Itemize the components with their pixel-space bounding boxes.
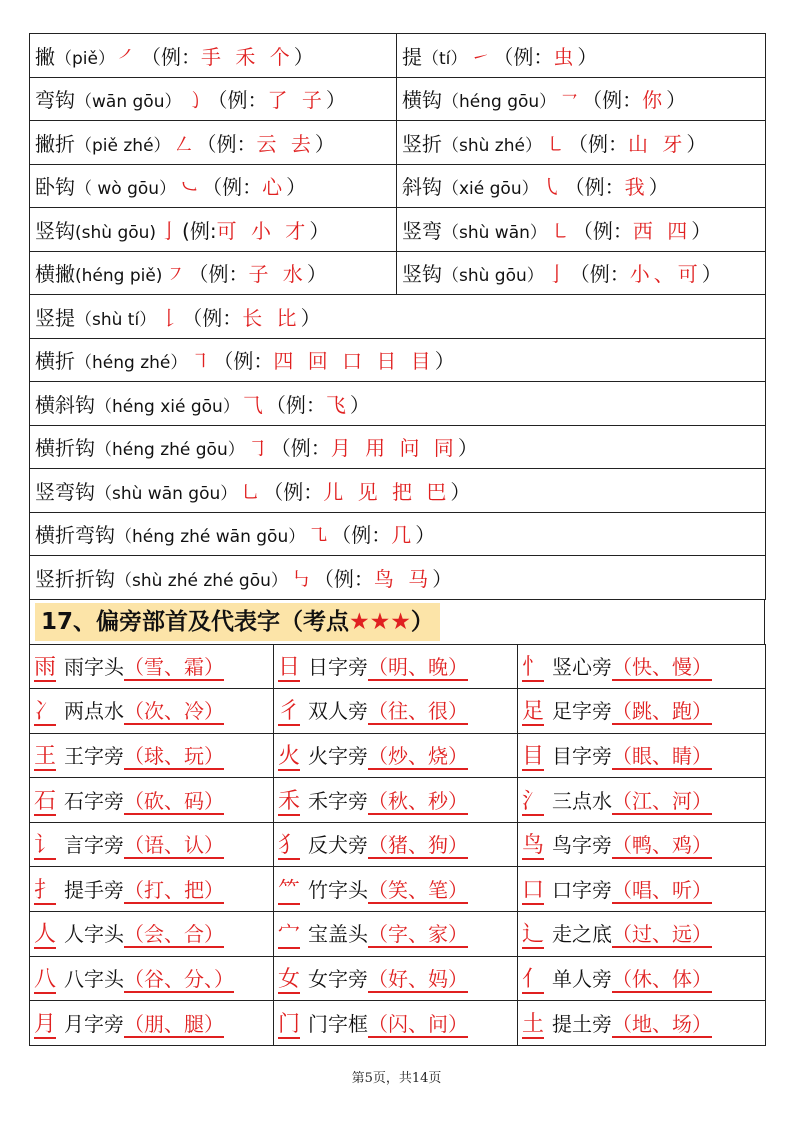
radical-examples: （鸭、鸡） (612, 833, 713, 858)
stroke-examples: 心 (262, 175, 287, 200)
radical-name: 月字旁 (64, 1011, 125, 1036)
stroke-cell (30, 251, 397, 295)
radical-examples: （雪、霜） (124, 654, 225, 679)
radical-cell (274, 956, 518, 1001)
radical-char: 日 (278, 654, 301, 680)
stroke-name: 撇折 (35, 131, 75, 156)
example-open: （例： (207, 88, 268, 113)
stroke-cell (397, 164, 766, 208)
radical-examples: （地、场） (612, 1011, 713, 1036)
stroke-shape-icon: ㇟ (240, 479, 261, 504)
radical-row (30, 867, 766, 912)
stroke-examples: 你 (642, 88, 667, 113)
stroke-row (30, 512, 766, 556)
radical-cell (518, 778, 766, 823)
example-open: （例： (188, 262, 249, 287)
stroke-examples: 四 回 口 日 目 (273, 349, 435, 374)
radical-cell (274, 912, 518, 957)
stroke-examples: 手 禾 个 (200, 44, 294, 69)
radical-name: 王字旁 (64, 743, 125, 768)
stroke-cell (30, 469, 766, 513)
radical-cell (30, 733, 274, 778)
radical-examples: （猪、狗） (368, 833, 469, 858)
radical-row (30, 956, 766, 1001)
example-open: （例： (564, 175, 625, 200)
radical-name: 宝盖头 (308, 922, 369, 947)
stroke-examples: 几 (391, 523, 416, 548)
radical-cell (518, 644, 766, 689)
radical-name: 火字旁 (308, 743, 369, 768)
radical-name: 提土旁 (552, 1011, 613, 1036)
radical-examples: （好、妈） (368, 966, 469, 991)
radical-char: 火 (278, 743, 301, 769)
stroke-shape-icon: ㇁ (184, 88, 205, 113)
radical-char: 王 (34, 743, 57, 769)
example-close: ） (325, 88, 346, 113)
radical-name: 禾字旁 (308, 788, 369, 813)
example-close: ） (286, 175, 307, 200)
stroke-name: 横撇 (35, 262, 75, 287)
stroke-shape-icon: 亅 (546, 262, 567, 287)
radical-name: 双人旁 (308, 699, 369, 724)
stroke-cell (30, 208, 397, 252)
radical-name: 人字头 (64, 922, 125, 947)
radical-cell (518, 733, 766, 778)
radical-cell (518, 822, 766, 867)
stroke-cell (397, 208, 766, 252)
stroke-pinyin: （wān gōu） (75, 92, 182, 113)
radical-examples: （会、合） (124, 922, 225, 947)
stroke-pinyin: （héng gōu） (442, 92, 557, 113)
radical-name: 言字旁 (64, 833, 125, 858)
stroke-pinyin: （héng zhé） (75, 353, 188, 374)
radical-cell (274, 644, 518, 689)
stroke-shape-icon: 亅 (159, 218, 180, 243)
radical-examples: （次、冷） (124, 699, 225, 724)
stroke-cell (397, 77, 766, 121)
radical-cell (30, 867, 274, 912)
stroke-examples: 月 用 问 同 (330, 436, 458, 461)
stroke-cell (30, 295, 766, 339)
radical-row (30, 778, 766, 823)
radical-char: 雨 (34, 654, 57, 680)
stroke-row (30, 338, 766, 382)
stroke-name: 横折钩 (35, 436, 95, 461)
stroke-pinyin: (shù gōu) (75, 222, 157, 243)
example-close: ） (686, 131, 707, 156)
radical-row (30, 644, 766, 689)
radical-char: 禾 (278, 788, 301, 814)
radical-name: 八字头 (64, 966, 125, 991)
example-close: ） (434, 349, 455, 374)
example-close: ） (300, 305, 321, 330)
radical-cell (30, 644, 274, 689)
stroke-name: 竖弯钩 (35, 479, 95, 504)
radical-cell (518, 1001, 766, 1046)
stroke-cell (30, 425, 766, 469)
radical-examples: （唱、听） (612, 877, 713, 902)
stroke-pinyin: （héng xié gōu） (95, 396, 240, 417)
stroke-examples: 可 小 才 (216, 218, 310, 243)
stroke-pinyin: （ wò gōu） (75, 179, 177, 200)
radical-examples: （跳、跑） (612, 699, 713, 724)
radical-cell (274, 778, 518, 823)
radical-examples: （江、河） (612, 788, 713, 813)
stroke-name: 竖折 (402, 131, 442, 156)
radical-examples: （砍、码） (124, 788, 225, 813)
stroke-examples: 小、可 (629, 262, 702, 287)
stroke-pinyin: （piě） (55, 48, 115, 69)
radical-char: 足 (522, 699, 545, 725)
stroke-examples: 虫 (553, 44, 578, 69)
stroke-pinyin: （shù wān） (442, 222, 547, 243)
radical-examples: （球、玩） (124, 743, 225, 768)
radical-name: 女字旁 (308, 966, 369, 991)
radical-cell (274, 733, 518, 778)
radical-char: 月 (34, 1011, 57, 1037)
example-open: （例： (331, 523, 392, 548)
stroke-name: 斜钩 (402, 175, 442, 200)
stroke-name: 横钩 (402, 88, 442, 113)
radicals-table (29, 644, 766, 1046)
example-close: ） (457, 436, 478, 461)
stroke-examples: 山 牙 (627, 131, 687, 156)
stroke-examples: 儿 见 把 巴 (323, 479, 451, 504)
radical-examples: （笑、笔） (368, 877, 469, 902)
radical-cell (274, 1001, 518, 1046)
radical-cell (30, 956, 274, 1001)
stroke-name: 横折 (35, 349, 75, 374)
radical-char: 宀 (278, 922, 301, 948)
radical-cell (518, 867, 766, 912)
stroke-shape-icon: 𠄌 (159, 305, 180, 330)
example-open: （例： (265, 392, 326, 417)
stroke-name: 横斜钩 (35, 392, 95, 417)
page-content (29, 33, 765, 1046)
stroke-row (30, 425, 766, 469)
example-close: ） (415, 523, 436, 548)
stroke-shape-icon: ㇇ (165, 262, 186, 287)
stroke-cell (30, 556, 766, 600)
example-open: （例： (313, 566, 374, 591)
radical-char: 扌 (34, 877, 57, 903)
radical-char: 门 (278, 1011, 301, 1037)
example-close: ） (701, 262, 722, 287)
section-heading-row (29, 600, 765, 644)
radical-row (30, 1001, 766, 1046)
radical-name: 足字旁 (552, 699, 613, 724)
radical-char: 石 (34, 788, 57, 814)
radical-char: 鸟 (522, 833, 545, 859)
stroke-pinyin: （shù tí） (75, 309, 157, 330)
radical-cell (274, 689, 518, 734)
radical-name: 单人旁 (552, 966, 613, 991)
stroke-row (30, 295, 766, 339)
stroke-pair-row (30, 121, 766, 165)
example-close: ） (306, 262, 327, 287)
stroke-pinyin: （shù zhé zhé gōu） (115, 570, 288, 591)
stroke-pinyin: (héng piě) (75, 266, 163, 287)
radical-cell (518, 912, 766, 957)
stroke-shape-icon: ㇄ (544, 131, 565, 156)
radical-name: 日字旁 (308, 654, 369, 679)
radical-char: ⺮ (278, 877, 301, 903)
stroke-cell (397, 251, 766, 295)
stroke-pair-row (30, 77, 766, 121)
example-close: ） (666, 88, 687, 113)
example-close: ） (349, 392, 370, 417)
stroke-shape-icon: ㇖ (559, 88, 580, 113)
radical-examples: （明、晚） (368, 654, 469, 679)
example-close: ） (577, 44, 598, 69)
radical-cell (30, 822, 274, 867)
example-open: （例： (567, 131, 628, 156)
radical-name: 口字旁 (552, 877, 613, 902)
radical-examples: （打、把） (124, 877, 225, 902)
radical-name: 提手旁 (64, 877, 125, 902)
radical-row (30, 822, 766, 867)
stroke-pinyin: （héng zhé wān gōu） (115, 527, 306, 548)
radical-name: 两点水 (64, 699, 125, 724)
example-open: （例： (569, 262, 630, 287)
stroke-name: 竖提 (35, 305, 75, 330)
stroke-pair-row (30, 208, 766, 252)
example-open: （例： (572, 218, 633, 243)
radical-examples: （语、认） (124, 833, 225, 858)
stroke-shape-icon: ㇈ (308, 523, 329, 548)
radical-char: 八 (34, 966, 57, 992)
stroke-pinyin: （piě zhé） (75, 135, 171, 156)
stroke-shape-icon: ㇆ (247, 436, 268, 461)
radical-char: 口 (522, 877, 545, 903)
radical-row (30, 689, 766, 734)
stroke-pinyin: （xié gōu） (442, 179, 539, 200)
stroke-pinyin: （héng zhé gōu） (95, 440, 245, 461)
stroke-name: 卧钩 (35, 175, 75, 200)
stroke-shape-icon: ㇜ (173, 131, 194, 156)
stroke-shape-icon: ㇄ (549, 218, 570, 243)
radical-char: 忄 (522, 654, 545, 680)
stroke-pinyin: （shù wān gōu） (95, 483, 238, 504)
radical-name: 石字旁 (64, 788, 125, 813)
example-open: （例： (493, 44, 554, 69)
radical-examples: （过、远） (612, 922, 713, 947)
section-heading (35, 603, 440, 641)
radical-char: 氵 (522, 788, 545, 814)
stroke-shape-icon: ㇕ (190, 349, 211, 374)
radical-examples: （快、慢） (612, 654, 713, 679)
radical-char: 人 (34, 922, 57, 948)
example-close: ） (314, 131, 335, 156)
example-open: （例： (582, 88, 643, 113)
stroke-examples: 云 去 (256, 131, 315, 156)
stroke-examples: 我 (624, 175, 649, 200)
radical-examples: （眼、睛） (612, 743, 713, 768)
stroke-name: 竖折折钩 (35, 566, 115, 591)
radical-examples: （往、很） (368, 699, 469, 724)
radical-name: 鸟字旁 (552, 833, 613, 858)
example-open: （例： (196, 131, 257, 156)
page-footer: 第5页，共14页 (351, 1071, 442, 1086)
stroke-name: 撇 (35, 44, 55, 69)
stroke-pair-row (30, 34, 766, 78)
stroke-examples: 鸟 马 (373, 566, 433, 591)
stroke-shape-icon: ㇒ (117, 44, 138, 69)
example-open: (例: (182, 218, 217, 243)
stroke-name: 横折弯钩 (35, 523, 115, 548)
radical-char: 女 (278, 966, 301, 992)
stroke-cell (30, 77, 397, 121)
stroke-examples: 西 四 (632, 218, 692, 243)
stroke-pair-row (30, 164, 766, 208)
radical-examples: （炒、烧） (368, 743, 469, 768)
radical-examples: （秋、秒） (368, 788, 469, 813)
stroke-examples: 长 比 (242, 305, 301, 330)
radical-name: 三点水 (552, 788, 613, 813)
section-title-close: ） (410, 608, 434, 635)
radical-char: 目 (522, 743, 545, 769)
example-open: （例： (213, 349, 274, 374)
radical-cell (518, 956, 766, 1001)
stroke-name: 竖钩 (35, 218, 75, 243)
example-open: （例： (182, 305, 243, 330)
section-title: 17、偏旁部首及代表字（考点 (41, 608, 350, 635)
stroke-row (30, 382, 766, 426)
stroke-cell (30, 121, 397, 165)
radical-cell (274, 867, 518, 912)
example-open: （例： (140, 44, 201, 69)
stroke-row (30, 469, 766, 513)
stroke-shape-icon: ⺄ (242, 392, 263, 417)
stroke-cell (30, 512, 766, 556)
radical-name: 走之底 (552, 922, 613, 947)
radical-char: 辶 (522, 922, 545, 948)
radical-name: 雨字头 (64, 654, 125, 679)
radical-char: 亻 (522, 966, 545, 992)
stroke-pinyin: （shù zhé） (442, 135, 542, 156)
radical-examples: （休、体） (612, 966, 713, 991)
stroke-pair-row (30, 251, 766, 295)
stroke-examples: 飞 (325, 392, 350, 417)
example-close: ） (691, 218, 712, 243)
stroke-shape-icon: ㇂ (541, 175, 562, 200)
stroke-name: 弯钩 (35, 88, 75, 113)
radical-cell (30, 1001, 274, 1046)
stroke-name: 提 (402, 44, 422, 69)
stroke-cell (397, 34, 766, 78)
radical-examples: （谷、分、） (124, 966, 235, 991)
radical-cell (30, 778, 274, 823)
radical-examples: （闪、问） (368, 1011, 469, 1036)
radical-name: 门字框 (308, 1011, 369, 1036)
radical-examples: （字、家） (368, 922, 469, 947)
radical-char: 讠 (34, 833, 57, 859)
stroke-cell (30, 164, 397, 208)
stroke-name: 竖钩 (402, 262, 442, 287)
radical-name: 反犬旁 (308, 833, 369, 858)
radical-char: 犭 (278, 833, 301, 859)
example-close: ） (450, 479, 471, 504)
stroke-examples: 了 子 (267, 88, 326, 113)
radical-char: 土 (522, 1011, 545, 1037)
stroke-shape-icon: ㇃ (179, 175, 200, 200)
example-open: （例： (270, 436, 331, 461)
radical-cell (30, 689, 274, 734)
strokes-table (29, 33, 766, 600)
radical-name: 目字旁 (552, 743, 613, 768)
stroke-cell (30, 34, 397, 78)
stroke-cell (30, 382, 766, 426)
radical-row (30, 733, 766, 778)
stroke-row (30, 556, 766, 600)
radical-cell (518, 689, 766, 734)
radical-char: 彳 (278, 699, 301, 725)
radical-name: 竹字头 (308, 877, 369, 902)
stroke-name: 竖弯 (402, 218, 442, 243)
example-open: （例： (263, 479, 324, 504)
radical-cell (30, 912, 274, 957)
radical-name: 竖心旁 (552, 654, 613, 679)
stroke-pinyin: （shù gōu） (442, 266, 544, 287)
stroke-examples: 子 水 (248, 262, 307, 287)
stroke-cell (397, 121, 766, 165)
example-close: ） (648, 175, 669, 200)
example-open: （例： (202, 175, 263, 200)
radical-row (30, 912, 766, 957)
radical-cell (274, 822, 518, 867)
stroke-cell (30, 338, 766, 382)
radical-char: 冫 (34, 699, 57, 725)
example-close: ） (309, 218, 330, 243)
radical-examples: （朋、腿） (124, 1011, 225, 1036)
stroke-shape-icon: ㇀ (470, 44, 491, 69)
example-close: ） (293, 44, 314, 69)
example-close: ） (432, 566, 453, 591)
star-rating: ★★★ (349, 608, 411, 635)
stroke-shape-icon: ㇉ (290, 566, 311, 591)
stroke-pinyin: （tí） (422, 48, 468, 69)
